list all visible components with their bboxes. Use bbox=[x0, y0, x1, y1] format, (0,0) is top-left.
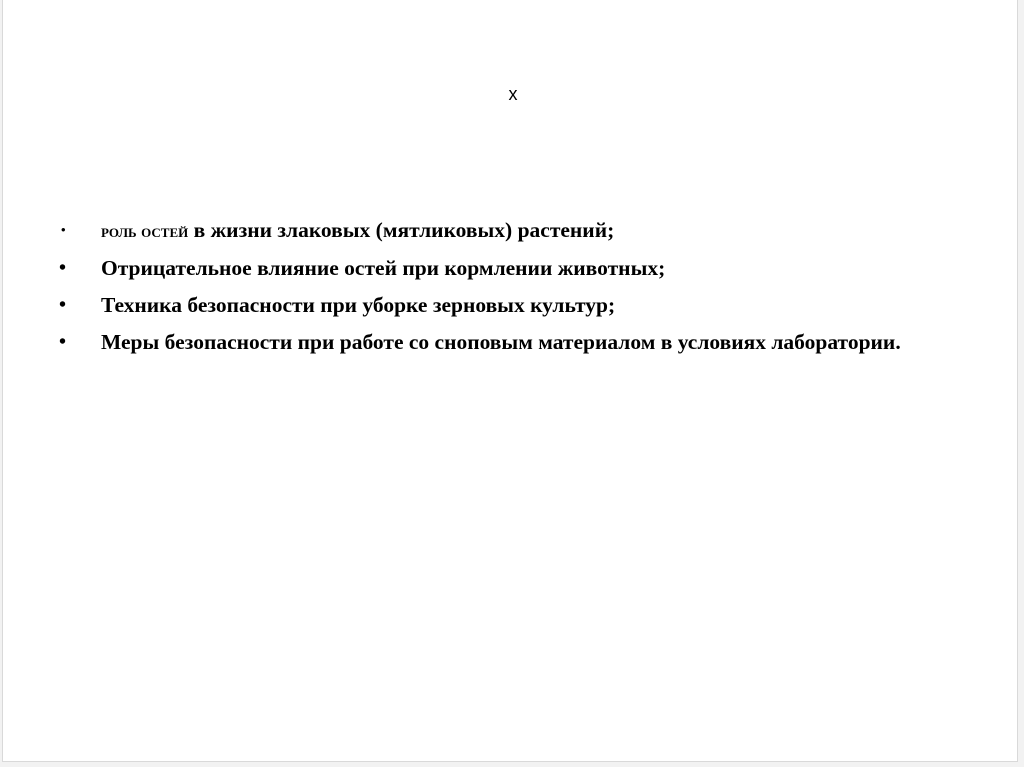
bullet-icon: • bbox=[61, 222, 66, 237]
bullet-item bbox=[55, 253, 955, 283]
bullet-text: Меры безопасности при работе со сноповым материалом в условиях лаборатории. bbox=[101, 330, 901, 354]
bullet-text: Техника безопасности при уборке зерновых культур; bbox=[101, 293, 616, 317]
bullet-icon: • bbox=[59, 294, 67, 316]
bullet-text: Отрицательное влияние остей при кормлении животных; bbox=[101, 256, 666, 280]
bullet-item bbox=[55, 327, 955, 357]
bullet-list bbox=[55, 215, 955, 364]
slide-canvas bbox=[2, 0, 1018, 762]
bullet-text: в жизни злаковых (мятликовых) растений; bbox=[188, 218, 615, 242]
bullet-icon: • bbox=[59, 331, 67, 353]
bullet-item bbox=[55, 215, 955, 246]
bullet-icon: • bbox=[59, 257, 67, 279]
slide-title: x bbox=[508, 84, 518, 104]
bullet-lead-text: роль остей bbox=[101, 221, 189, 241]
bullet-item bbox=[55, 290, 955, 320]
